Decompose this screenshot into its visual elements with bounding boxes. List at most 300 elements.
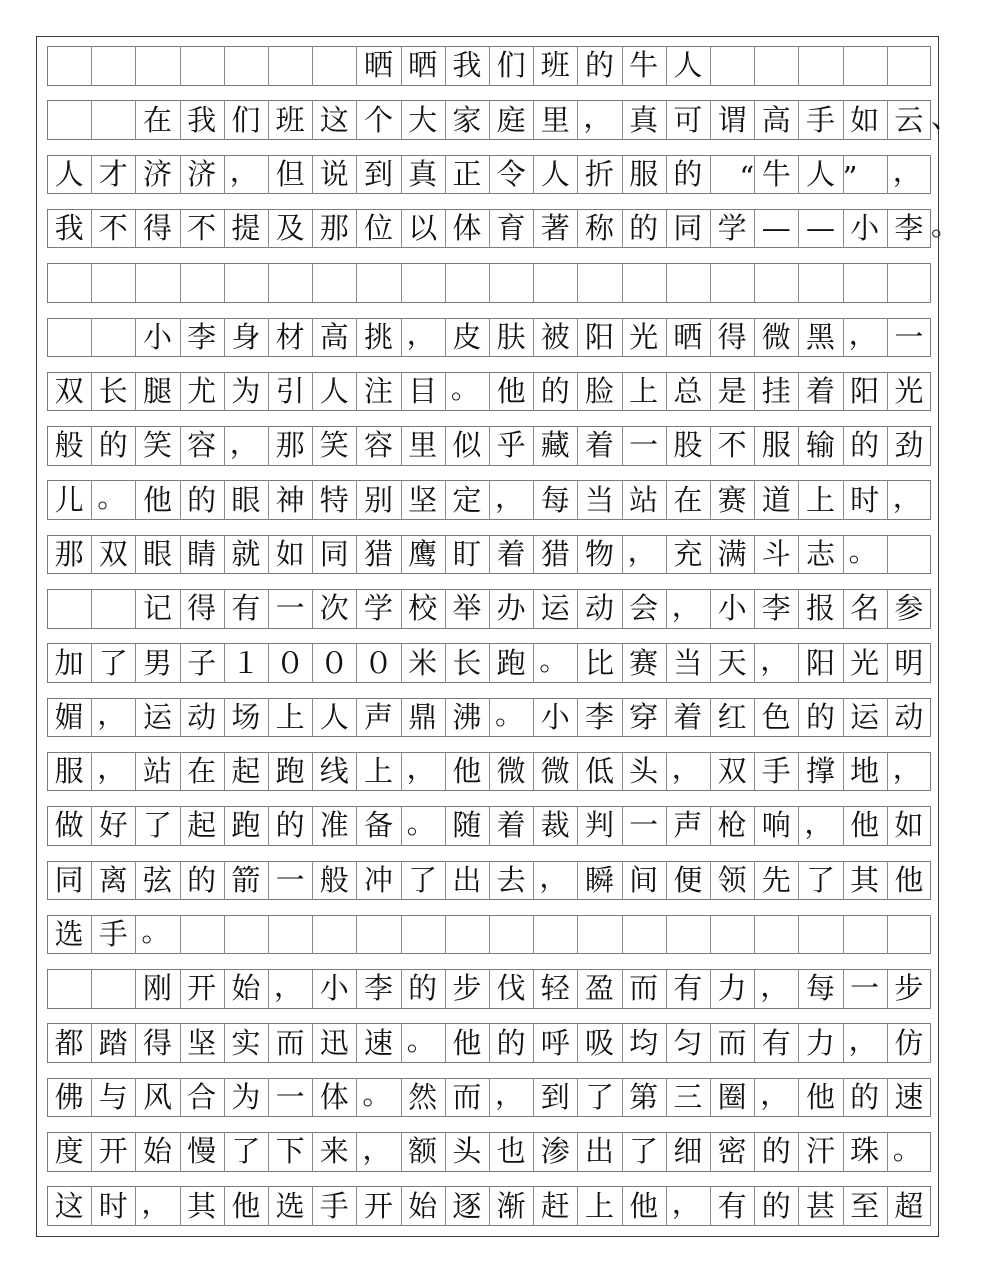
essay-character: 手 <box>761 754 791 789</box>
essay-character: 皮 <box>452 319 482 354</box>
essay-character: 坚 <box>187 1025 217 1060</box>
grid-column-line <box>798 263 799 303</box>
essay-character: 正 <box>452 156 482 191</box>
essay-character: 的 <box>850 1079 880 1114</box>
essay-character: 小 <box>319 971 349 1006</box>
essay-character: 猎 <box>540 536 570 571</box>
grid-column-line <box>887 915 888 955</box>
essay-character: 肤 <box>496 319 526 354</box>
essay-character: 腿 <box>142 374 172 409</box>
essay-character: 同 <box>319 536 349 571</box>
essay-character: 手 <box>319 1188 349 1223</box>
essay-character: 满 <box>717 536 747 571</box>
essay-character: ， <box>274 968 304 1003</box>
essay-character: 明 <box>894 645 924 680</box>
essay-character: 光 <box>629 319 659 354</box>
essay-character: 冲 <box>363 862 393 897</box>
essay-character: 开 <box>363 1188 393 1223</box>
essay-character: 运 <box>850 699 880 734</box>
essay-character: 特 <box>319 482 349 517</box>
essay-character: 有 <box>761 1025 791 1060</box>
essay-character: 始 <box>231 971 261 1006</box>
essay-character: 志 <box>805 536 835 571</box>
essay-character: 里 <box>540 102 570 137</box>
grid-column-line <box>533 263 534 303</box>
grid-column-line <box>843 46 844 86</box>
essay-character: 人 <box>319 374 349 409</box>
essay-character: 注 <box>363 374 393 409</box>
essay-character: 每 <box>540 482 570 517</box>
grid-column-line <box>887 46 888 86</box>
essay-character: 声 <box>363 699 393 734</box>
essay-character: ， <box>141 1185 171 1220</box>
essay-character: 得 <box>717 319 747 354</box>
essay-character: 他 <box>142 482 172 517</box>
essay-character: 跑 <box>231 808 261 843</box>
essay-character: 了 <box>805 862 835 897</box>
essay-character: 始 <box>408 1188 438 1223</box>
essay-character: 一 <box>894 319 924 354</box>
grid-column-line <box>887 263 888 303</box>
essay-character: 般 <box>319 862 349 897</box>
essay-character: 李 <box>894 211 924 246</box>
essay-character: 被 <box>540 319 570 354</box>
essay-character: 服 <box>629 156 659 191</box>
essay-character: 。 <box>406 805 436 840</box>
essay-character: 著 <box>540 211 570 246</box>
essay-character: 头 <box>629 754 659 789</box>
title-character: 晒 <box>408 48 438 83</box>
essay-character: 男 <box>142 645 172 680</box>
grid-column-line <box>180 46 181 86</box>
essay-character: 长 <box>98 374 128 409</box>
essay-character: 如 <box>850 102 880 137</box>
grid-column-line <box>180 915 181 955</box>
essay-character: 微 <box>761 319 791 354</box>
essay-character: 神 <box>275 482 305 517</box>
essay-character: 黑 <box>805 319 835 354</box>
essay-character: 一 <box>275 1079 305 1114</box>
essay-character: 。 <box>362 1077 392 1112</box>
essay-character: ， <box>671 1185 701 1220</box>
essay-character: 会 <box>629 591 659 626</box>
essay-character: 长 <box>452 645 482 680</box>
essay-character: 物 <box>584 536 614 571</box>
essay-character: 选 <box>275 1188 305 1223</box>
grid-column-line <box>224 263 225 303</box>
essay-character: ， <box>671 751 701 786</box>
essay-character: 在 <box>142 102 172 137</box>
grid-column-line <box>445 263 446 303</box>
essay-character: 我 <box>54 211 84 246</box>
essay-character: 一 <box>275 591 305 626</box>
essay-character: 说 <box>319 156 349 191</box>
essay-character: 脸 <box>584 374 614 409</box>
grid-column-line <box>666 263 667 303</box>
grid-column-line <box>577 263 578 303</box>
essay-character: 他 <box>805 1079 835 1114</box>
essay-character: 真 <box>408 156 438 191</box>
essay-character: 下 <box>275 1134 305 1169</box>
grid-column-line <box>401 263 402 303</box>
essay-character: 充 <box>673 536 703 571</box>
grid-column-line <box>843 263 844 303</box>
essay-character: 小 <box>540 699 570 734</box>
essay-character: 力 <box>717 971 747 1006</box>
essay-character: 匀 <box>673 1025 703 1060</box>
essay-character: 上 <box>805 482 835 517</box>
essay-character: 刚 <box>142 971 172 1006</box>
essay-character: 令 <box>496 156 526 191</box>
essay-character: 人 <box>54 156 84 191</box>
essay-character: 不 <box>98 211 128 246</box>
essay-character: 一 <box>850 971 880 1006</box>
essay-character: 速 <box>894 1079 924 1114</box>
essay-character: 的 <box>761 1188 791 1223</box>
essay-character: 的 <box>850 428 880 463</box>
grid-column-line <box>710 46 711 86</box>
essay-character: 时 <box>98 1188 128 1223</box>
essay-character: ， <box>362 1131 392 1166</box>
essay-character: 尤 <box>187 374 217 409</box>
essay-character: 容 <box>187 428 217 463</box>
essay-character: 的 <box>187 482 217 517</box>
essay-character: 赛 <box>629 645 659 680</box>
grid-column-line <box>754 915 755 955</box>
essay-character: 。 <box>892 1131 922 1166</box>
essay-character: 色 <box>761 699 791 734</box>
grid-column-line <box>489 915 490 955</box>
essay-character: 着 <box>496 808 526 843</box>
essay-character: 起 <box>187 808 217 843</box>
essay-character: 睛 <box>187 536 217 571</box>
grid-column-line <box>356 915 357 955</box>
essay-character: 。 <box>848 534 878 569</box>
essay-character: — <box>761 211 791 246</box>
grid-column-line <box>445 915 446 955</box>
essay-character: 双 <box>98 536 128 571</box>
essay-character: 力 <box>805 1025 835 1060</box>
essay-character: 及 <box>275 211 305 246</box>
essay-character: 那 <box>54 536 84 571</box>
essay-character: 云 <box>894 102 924 137</box>
essay-character: 眼 <box>142 536 172 571</box>
essay-character: 为 <box>231 374 261 409</box>
essay-character: 箭 <box>231 862 261 897</box>
essay-character: 超 <box>894 1188 924 1223</box>
essay-character: 是 <box>717 374 747 409</box>
essay-character: 笑 <box>319 428 349 463</box>
essay-character: 瞬 <box>584 862 614 897</box>
essay-character: 一 <box>275 862 305 897</box>
essay-character: 挂 <box>761 374 791 409</box>
essay-character: 大 <box>408 102 438 137</box>
essay-character: 动 <box>894 699 924 734</box>
essay-character: 他 <box>850 808 880 843</box>
essay-character: 子 <box>187 645 217 680</box>
essay-character: 引 <box>275 374 305 409</box>
essay-character: 以 <box>408 211 438 246</box>
essay-character: 小 <box>717 591 747 626</box>
essay-character: 坚 <box>408 482 438 517</box>
essay-character: 到 <box>363 156 393 191</box>
essay-character: 同 <box>673 211 703 246</box>
essay-character: 为 <box>231 1079 261 1114</box>
essay-character: 学 <box>363 591 393 626</box>
essay-character: 他 <box>231 1188 261 1223</box>
essay-character: 头 <box>452 1134 482 1169</box>
essay-character: 圈 <box>717 1079 747 1114</box>
essay-character: 微 <box>540 754 570 789</box>
essay-character: 渐 <box>496 1188 526 1223</box>
essay-character: ， <box>539 860 569 894</box>
essay-character: 上 <box>584 1188 614 1223</box>
essay-character: 步 <box>894 971 924 1006</box>
essay-character: 的 <box>805 699 835 734</box>
essay-character: 们 <box>231 102 261 137</box>
grid-column-line <box>224 46 225 86</box>
essay-character: 光 <box>894 374 924 409</box>
essay-character: 间 <box>629 862 659 897</box>
essay-character: 而 <box>717 1025 747 1060</box>
essay-character: 阳 <box>584 319 614 354</box>
essay-character: 这 <box>319 102 349 137</box>
essay-character: 裁 <box>540 808 570 843</box>
essay-character: 选 <box>54 917 84 952</box>
grid-column-line <box>135 263 136 303</box>
essay-character: 那 <box>275 428 305 463</box>
essay-character: 而 <box>452 1079 482 1114</box>
essay-character: 提 <box>231 211 261 246</box>
essay-character: 米 <box>408 645 438 680</box>
essay-character: 家 <box>452 102 482 137</box>
essay-character: 细 <box>673 1134 703 1169</box>
essay-character: 穿 <box>629 699 659 734</box>
essay-character: 了 <box>142 808 172 843</box>
essay-character: 每 <box>805 971 835 1006</box>
essay-character: 动 <box>584 591 614 626</box>
essay-character: 劲 <box>894 428 924 463</box>
essay-character: 轻 <box>540 971 570 1006</box>
essay-character: 备 <box>363 808 393 843</box>
essay-character: 了 <box>584 1079 614 1114</box>
essay-character: 服 <box>761 428 791 463</box>
essay-character: 出 <box>584 1134 614 1169</box>
composition-paper <box>36 36 961 1237</box>
essay-character: 先 <box>761 862 791 897</box>
essay-character: 均 <box>629 1025 659 1060</box>
grid-column-line <box>710 915 711 955</box>
essay-character: ， <box>671 588 701 623</box>
essay-character: 办 <box>496 591 526 626</box>
grid-column-line <box>401 915 402 955</box>
title-character: 们 <box>496 48 526 83</box>
essay-character: ， <box>892 479 922 514</box>
essay-character: 高 <box>319 319 349 354</box>
essay-character: 三 <box>673 1079 703 1114</box>
essay-character: 的 <box>496 1025 526 1060</box>
essay-character: 阳 <box>805 645 835 680</box>
essay-character: 李 <box>187 319 217 354</box>
essay-character: 小 <box>850 211 880 246</box>
essay-character: 开 <box>187 971 217 1006</box>
essay-character: 次 <box>319 591 349 626</box>
essay-character: 。 <box>141 914 171 949</box>
essay-character: 校 <box>408 591 438 626</box>
essay-character: 举 <box>452 591 482 626</box>
essay-character: 。 <box>495 697 525 732</box>
grid-column-line <box>489 263 490 303</box>
essay-character: 得 <box>142 1025 172 1060</box>
essay-character: ， <box>760 968 790 1003</box>
essay-character: 而 <box>629 971 659 1006</box>
title-character: 我 <box>452 48 482 83</box>
essay-character: 慢 <box>187 1134 217 1169</box>
essay-character: 有 <box>717 1188 747 1223</box>
essay-character: 学 <box>717 211 747 246</box>
essay-character: 笑 <box>142 428 172 463</box>
essay-character: 般 <box>54 428 84 463</box>
essay-character: 如 <box>275 536 305 571</box>
essay-character: 鹰 <box>408 536 438 571</box>
title-character: 班 <box>540 48 570 83</box>
title-character: 晒 <box>363 48 393 83</box>
essay-character: 体 <box>452 211 482 246</box>
essay-character: 的 <box>187 862 217 897</box>
essay-character: 身 <box>231 319 261 354</box>
essay-character: 密 <box>717 1134 747 1169</box>
essay-character: ， <box>406 751 436 786</box>
essay-character: １ <box>231 645 261 680</box>
essay-character: 也 <box>496 1134 526 1169</box>
grid-column-line <box>798 915 799 955</box>
essay-character: 似 <box>452 428 482 463</box>
grid-column-line <box>710 263 711 303</box>
essay-character: 运 <box>142 699 172 734</box>
essay-character: 比 <box>584 645 614 680</box>
essay-character: 斗 <box>761 536 791 571</box>
essay-character: 同 <box>54 862 84 897</box>
essay-character: 藏 <box>540 428 570 463</box>
grid-column-line <box>666 915 667 955</box>
essay-character: 红 <box>717 699 747 734</box>
grid-column-line <box>91 969 92 1009</box>
essay-character: 低 <box>584 754 614 789</box>
essay-character: 有 <box>673 971 703 1006</box>
essay-character: 。 <box>450 371 480 406</box>
essay-character: 领 <box>717 862 747 897</box>
essay-character: 线 <box>319 754 349 789</box>
essay-character: 离 <box>98 862 128 897</box>
essay-character: 体 <box>319 1079 349 1114</box>
grid-column-line <box>622 263 623 303</box>
essay-character: 他 <box>496 374 526 409</box>
essay-character: 李 <box>584 699 614 734</box>
essay-character: 那 <box>319 211 349 246</box>
essay-character: 的 <box>629 211 659 246</box>
essay-character: 准 <box>319 808 349 843</box>
essay-character: 真 <box>629 102 659 137</box>
essay-character: ， <box>97 697 127 732</box>
grid-column-line <box>91 589 92 629</box>
essay-character: 速 <box>363 1025 393 1060</box>
essay-character: 开 <box>98 1134 128 1169</box>
essay-character: 响 <box>761 808 791 843</box>
essay-character: 。 <box>406 1022 436 1057</box>
essay-character: 额 <box>408 1134 438 1169</box>
essay-character: 渗 <box>540 1134 570 1169</box>
essay-character: 好 <box>98 808 128 843</box>
essay-character: 仿 <box>894 1025 924 1060</box>
essay-character: 始 <box>142 1134 172 1169</box>
essay-character: 而 <box>275 1025 305 1060</box>
essay-character: 这 <box>54 1188 84 1223</box>
essay-character: ， <box>892 154 922 189</box>
essay-character: 着 <box>673 699 703 734</box>
essay-character: 。 <box>931 208 961 243</box>
essay-character: 晒 <box>673 319 703 354</box>
grid-column-line <box>268 263 269 303</box>
essay-character: 他 <box>452 754 482 789</box>
essay-character: 名 <box>850 591 880 626</box>
essay-character: 双 <box>717 754 747 789</box>
essay-character: 乎 <box>496 428 526 463</box>
essay-character: 别 <box>363 482 393 517</box>
grid-column-line <box>180 263 181 303</box>
essay-character: 的 <box>408 971 438 1006</box>
essay-character: 不 <box>717 428 747 463</box>
essay-character: ， <box>229 425 259 460</box>
essay-character: 报 <box>805 591 835 626</box>
essay-character: 折 <box>584 156 614 191</box>
essay-character: 随 <box>452 808 482 843</box>
essay-character: 记 <box>142 591 172 626</box>
essay-character: 就 <box>231 536 261 571</box>
essay-character: ， <box>583 99 613 134</box>
essay-character: 定 <box>452 482 482 517</box>
essay-character: 道 <box>761 482 791 517</box>
essay-character: 上 <box>629 374 659 409</box>
essay-character: 场 <box>231 699 261 734</box>
essay-character: 迅 <box>319 1025 349 1060</box>
essay-character: 第 <box>629 1079 659 1114</box>
essay-character: 便 <box>673 862 703 897</box>
essay-character: ， <box>495 479 525 514</box>
essay-character: 目 <box>408 374 438 409</box>
essay-character: 着 <box>496 536 526 571</box>
essay-character: ， <box>848 317 878 351</box>
essay-character: 如 <box>894 808 924 843</box>
essay-character: 了 <box>98 645 128 680</box>
essay-character: 地 <box>850 754 880 789</box>
essay-character: 了 <box>231 1134 261 1169</box>
essay-character: 天 <box>717 645 747 680</box>
essay-character: 的 <box>275 808 305 843</box>
essay-character: 他 <box>452 1025 482 1060</box>
essay-character: 枪 <box>717 808 747 843</box>
grid-column-line <box>268 915 269 955</box>
essay-character: ， <box>97 751 127 786</box>
essay-character: 都 <box>54 1025 84 1060</box>
essay-character: 吸 <box>584 1025 614 1060</box>
essay-character: 来 <box>319 1134 349 1169</box>
essay-character: 甚 <box>805 1188 835 1223</box>
essay-character: 可 <box>673 102 703 137</box>
essay-character: 微 <box>496 754 526 789</box>
grid-column-line <box>312 263 313 303</box>
essay-character: 人 <box>319 699 349 734</box>
essay-character: 到 <box>540 1079 570 1114</box>
